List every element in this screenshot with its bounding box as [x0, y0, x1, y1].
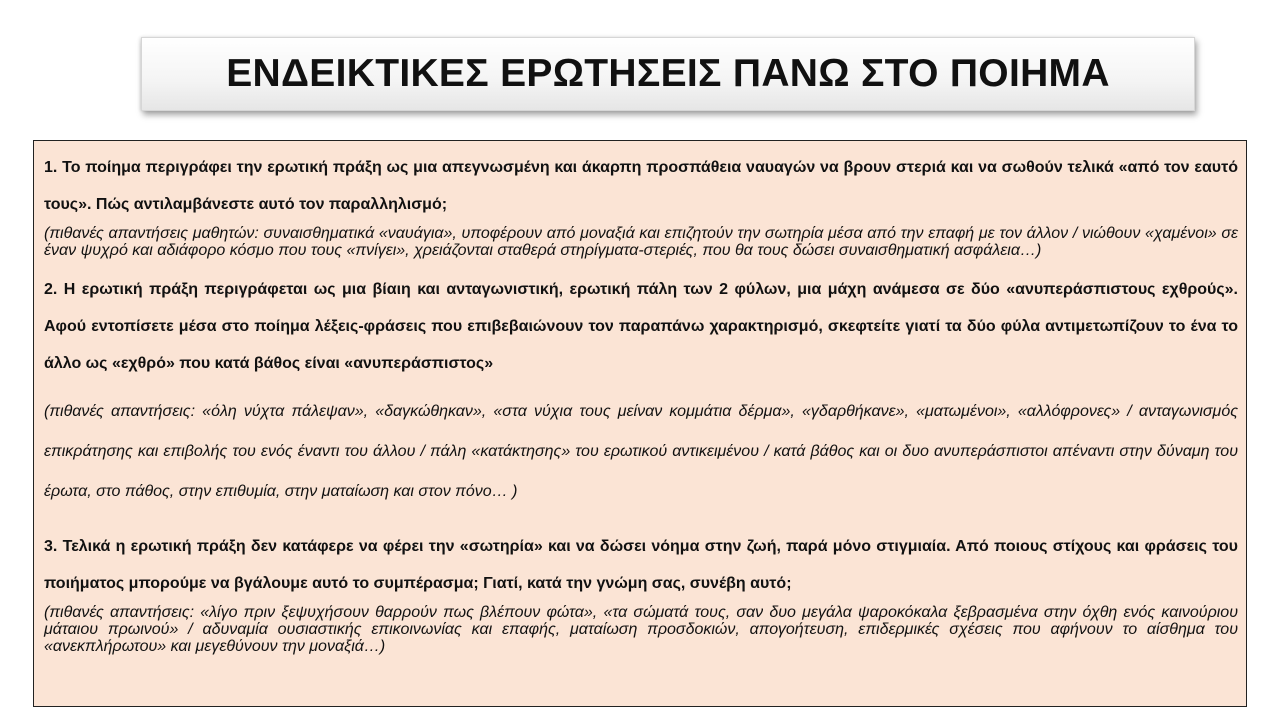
question-2: 2. Η ερωτική πράξη περιγράφεται ως μια βίαιη και ανταγωνιστική, ερωτική πάλη των 2 φύλων, μια μάχη ανάμεσα σε δύο «ανυπεράσπιστους εχθρούς». Αφού εντοπίσετε μέσα στο ποίημα λέξεις-φράσεις που επιβεβαιώνουν τον παραπάνω χαρακτηρισμό, σκεφτείτε γιατί τα δύο φύλα αντιμετωπίζουν το ένα το άλλο ως «εχθρό» που κατά βάθος είναι «ανυπεράσπιστος»: [44, 281, 1238, 372]
answer-1: (πιθανές απαντήσεις μαθητών: συναισθηματικά «ναυάγια», υποφέρουν από μοναξιά και επιζητούν την σωτηρία μέσα από την επαφή με τον άλλον / νιώθουν «χαμένοι» σε έναν ψυχρό και αδιάφορο κόσμο που τους «πνίγει», χρειάζονται σταθερά στηρίγματα-στεριές, που θα τους δώσει συναισθηματική ασφάλεια…): [44, 225, 1238, 259]
question-1: 1. Το ποίημα περιγράφει την ερωτική πράξη ως μια απεγνωσμένη και άκαρπη προσπάθεια ναυαγών να βρουν στεριά και να σωθούν τελικά «από τον εαυτό τους». Πώς αντιλαμβάνεστε αυτό τον παραλληλισμό;: [44, 159, 1238, 213]
title-box: [141, 37, 1195, 111]
answer-2: (πιθανές απαντήσεις: «όλη νύχτα πάλεψαν», «δαγκώθηκαν», «στα νύχια τους μείναν κομμάτια δέρμα», «γδαρθήκανε», «ματωμένοι», «αλλόφρονες» / ανταγωνισμός επικράτησης και επιβολής του ενός έναντι του άλλου / πάλη «κατάκτησης» του ερωτικού αντικειμένου / κατά βάθος και οι δυο ανυπεράσπιστοι απέναντι στην δύναμη του έρωτα, στο πάθος, στην επιθυμία, στην ματαίωση και στον πόνο… ): [44, 403, 1238, 500]
spacer: [44, 382, 1238, 392]
slide-title: ΕΝΔΕΙΚΤΙΚΕΣ ΕΡΩΤΗΣΕΙΣ ΠΑΝΩ ΣΤΟ ΠΟΙΗΜΑ: [226, 52, 1110, 95]
answer-3: (πιθανές απαντήσεις: «λίγο πριν ξεψυχήσουν θαρρούν πως βλέπουν φώτα», «τα σώματά τους, σαν δυο μεγάλα ψαροκόκαλα ξεβρασμένα στην όχθη ενός καινούριου μάταιου πρωινού» / αδυναμία ουσιαστικής επικοινωνίας και επαφής, ματαίωση προσδοκιών, απογοήτευση, επιδερμικές σχέσεις που αφήνουν το αίσθημα του «ανεκπλήρωτου» και μεγεθύνουν την μοναξιά…): [44, 604, 1238, 655]
questions-panel: [33, 140, 1247, 707]
spacer: [44, 512, 1238, 528]
question-3: 3. Τελικά η ερωτική πράξη δεν κατάφερε να φέρει την «σωτηρία» και να δώσει νόημα στην ζωή, παρά μόνο στιγμιαία. Από ποιους στίχους και φράσεις του ποιήματος μπορούμε να βγάλουμε αυτό το συμπέρασμα; Γιατί, κατά την γνώμη σας, συνέβη αυτό;: [44, 538, 1238, 592]
spacer: [44, 259, 1238, 271]
